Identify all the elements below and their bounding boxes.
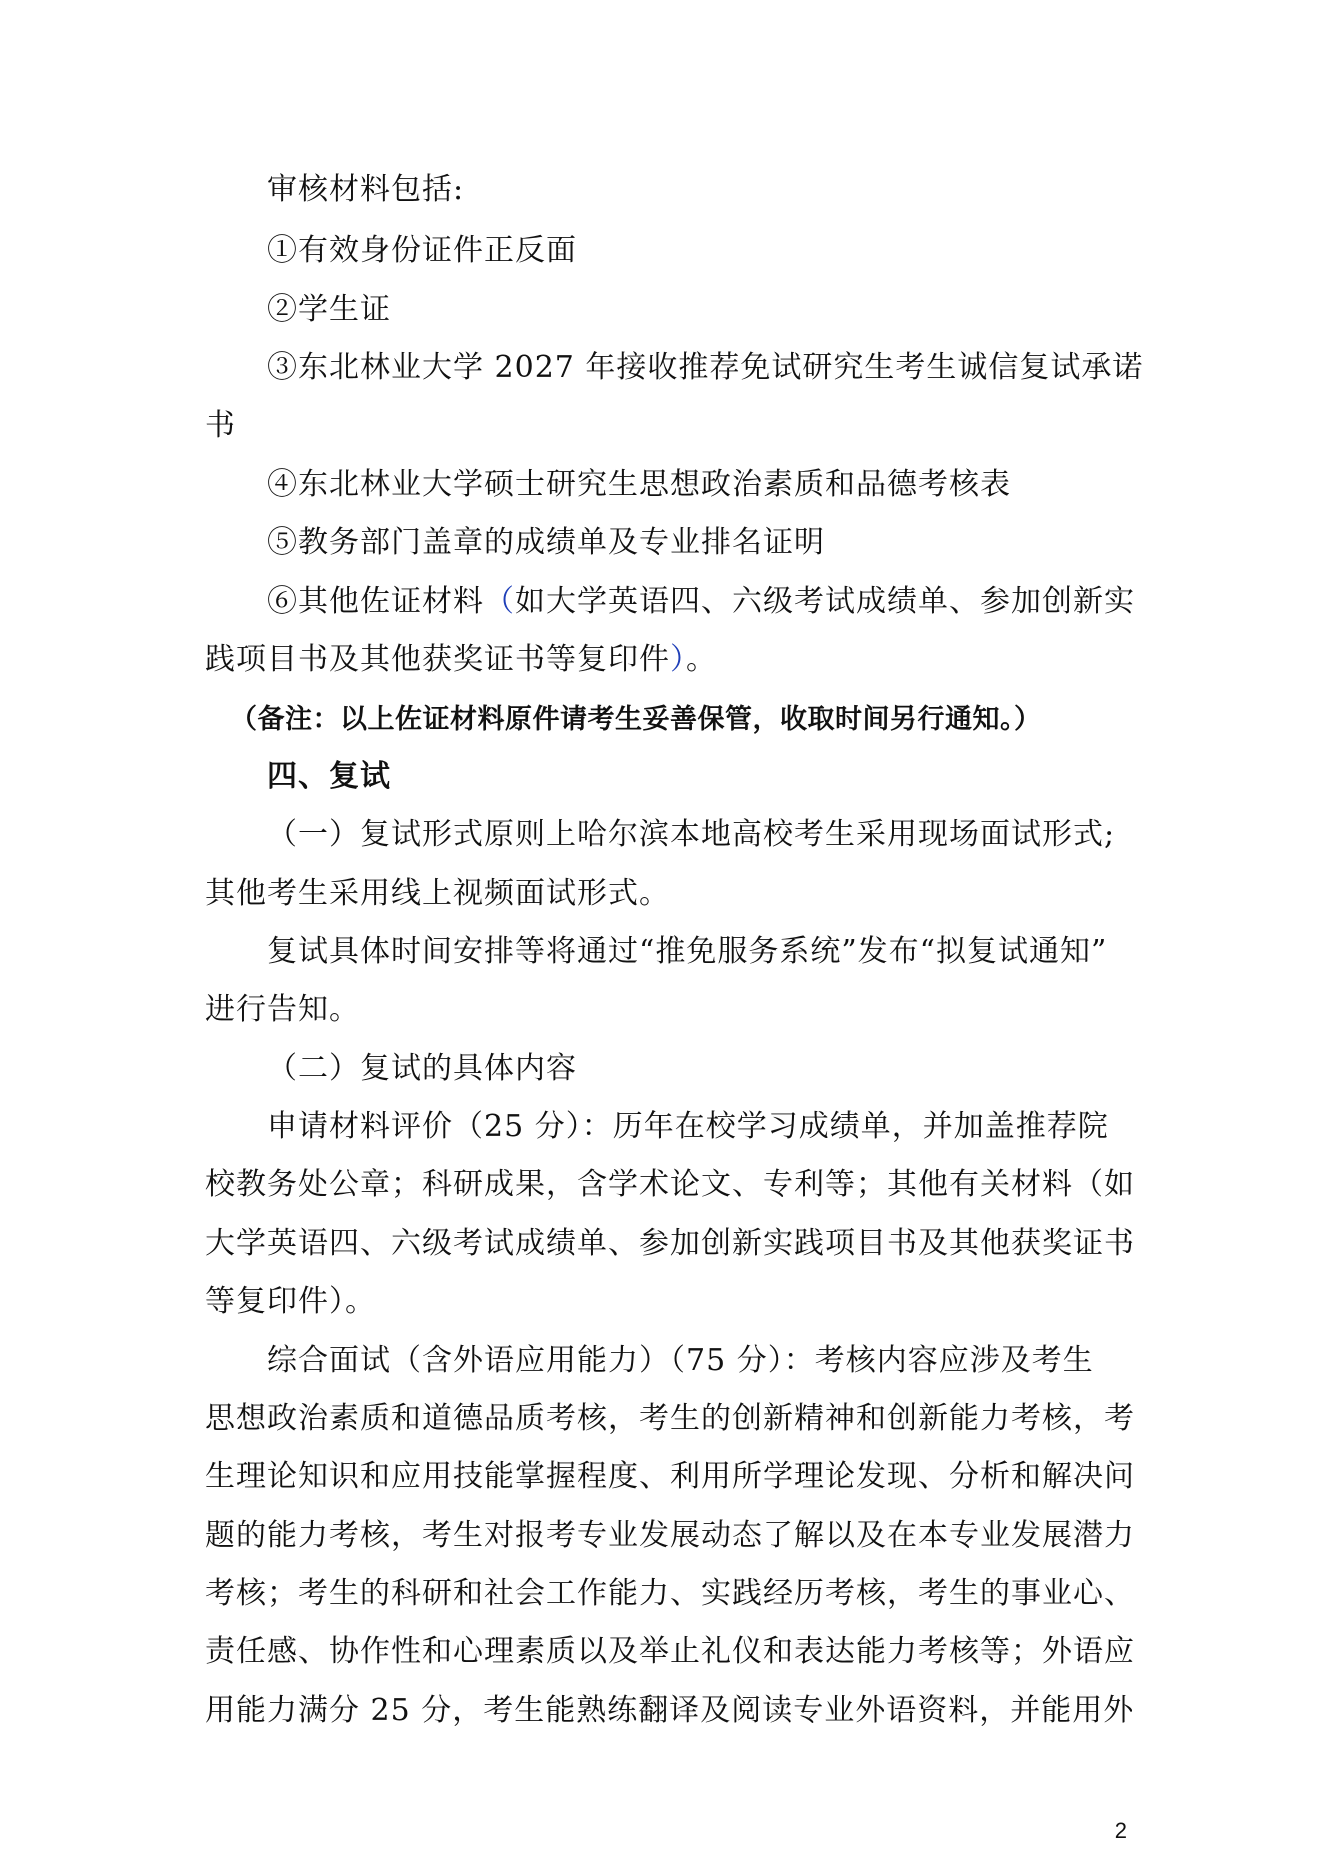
paragraph-line: 思想政治素质和道德品质考核，考生的创新精神和创新能力考核，考 [205, 1401, 1135, 1436]
paragraph-line: 责任感、协作性和心理素质以及举止礼仪和表达能力考核等；外语应 [205, 1634, 1135, 1669]
list-item-text: ⑥其他佐证材料 [267, 584, 484, 619]
subsection-heading: （二）复试的具体内容 [267, 1051, 577, 1086]
list-item [267, 580, 1135, 624]
page-number: 2 [1114, 1818, 1127, 1843]
paragraph-line: 综合面试（含外语应用能力）（75 分）：考核内容应涉及考生 [267, 1343, 1094, 1378]
paragraph-line: 进行告知。 [205, 992, 360, 1027]
paragraph-line: 其他考生采用线上视频面试形式。 [205, 876, 670, 911]
paragraph-line: 校教务处公章；科研成果，含学术论文、专利等；其他有关材料（如 [205, 1167, 1135, 1202]
paragraph-line: 题的能力考核，考生对报考专业发展动态了解以及在本专业发展潜力 [205, 1518, 1135, 1553]
materials-header: 审核材料包括: [267, 172, 465, 207]
list-item-continuation [205, 638, 717, 682]
list-item-continuation: 书 [205, 408, 236, 443]
list-item-text: 。 [686, 642, 717, 677]
open-bracket: （ [484, 584, 515, 619]
close-bracket: ） [670, 642, 686, 677]
paragraph-line: 申请材料评价（25 分）：历年在校学习成绩单，并加盖推荐院 [267, 1109, 1109, 1144]
paragraph-line: 用能力满分 25 分，考生能熟练翻译及阅读专业外语资料，并能用外 [205, 1693, 1135, 1728]
list-item: ①有效身份证件正反面 [267, 233, 577, 268]
section-heading: 四、复试 [267, 759, 391, 794]
list-item-text: 践项目书及其他获奖证书等复印件 [205, 642, 670, 677]
remark-note: （备注：以上佐证材料原件请考生妥善保管，收取时间另行通知。） [230, 704, 1042, 735]
paragraph-line: 等复印件）。 [205, 1284, 376, 1319]
paragraph-line: 考核；考生的科研和社会工作能力、实践经历考核，考生的事业心、 [205, 1576, 1135, 1611]
list-item: ⑤教务部门盖章的成绩单及专业排名证明 [267, 525, 825, 560]
list-item: ④东北林业大学硕士研究生思想政治素质和品德考核表 [267, 467, 1011, 502]
list-item: ②学生证 [267, 292, 391, 327]
paragraph-line: （一）复试形式原则上哈尔滨本地高校考生采用现场面试形式; [267, 817, 1116, 852]
list-item: ③东北林业大学 2027 年接收推荐免试研究生考生诚信复试承诺 [267, 350, 1144, 385]
paragraph-line: 大学英语四、六级考试成绩单、参加创新实践项目书及其他获奖证书 [205, 1226, 1135, 1261]
paragraph-line: 复试具体时间安排等将通过“推免服务系统”发布“拟复试通知” [267, 934, 1108, 969]
list-item-text: 如大学英语四、六级考试成绩单、参加创新实 [515, 584, 1135, 619]
paragraph-line: 生理论知识和应用技能掌握程度、利用所学理论发现、分析和解决问 [205, 1459, 1135, 1494]
